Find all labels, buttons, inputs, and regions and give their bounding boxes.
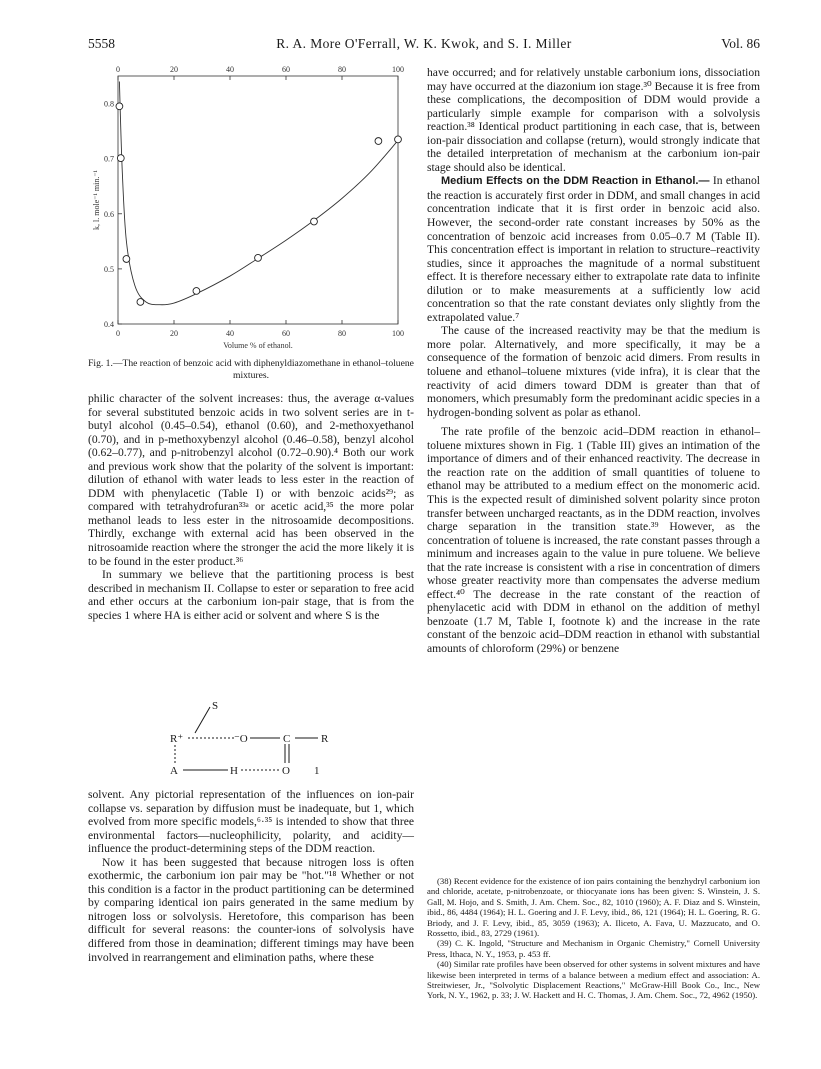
left-paragraph-3: solvent. Any pictorial representation of the influences on ion-pair collapse vs. separation by diffusion must be inadequate, but 1, which evolved from more specific models,⁶·³⁵ is intended to show that three environmental factors—nucleophilicity, polarity, and acidity—influence the product-determining steps of the DDM reaction. [88,788,414,856]
data-point [255,254,262,261]
data-point [117,155,124,162]
x-tick-label-top: 0 [116,65,120,74]
left-column-top [88,392,414,622]
atom-c: C [283,733,291,745]
y-tick-label: 0.7 [104,154,114,164]
atom-o-minus: ⁻O [234,733,248,745]
x-tick-label-top: 60 [282,65,290,74]
left-paragraph-1: philic character of the solvent increases: thus, the average α-values for several substituted benzoic acids in two solvent series are in t-butyl alcohol (0.45–0.54), ethanol (0.60), and 2-methoxyethanol (0.70), and in p-methoxybenzyl alcohol (0.46–0.58), benzyl alcohol (0.62–0.77), and p-nitrobenzyl alcohol (0.72–0.90).⁴ Both our work and previous work show that the polarity of the solvent is important: dilution of ethanol with water leads to less ester in the reaction of DDM with phenylacetic (Table I) or with benzoic acids²⁹; as compared with tetrahydrofuran³³ᵃ or acetic acid,³⁵ the more polar methanol leads to less ester in the nitrosoamide decompositions. Thirdly, exchange with external acid has been observed in the nitrosoamide reaction where the stronger the acid the more likely it is to be found in the ester product.³⁶ [88,392,414,568]
left-column-bottom [88,788,414,964]
x-tick-label-bottom: 60 [282,329,290,338]
figure-1 [88,62,414,382]
x-tick-label-bottom: 80 [338,329,346,338]
chart-svg [88,62,414,358]
bond-r-s [195,707,210,733]
atom-o: O [282,765,290,777]
atom-h: H [230,765,238,777]
atom-r-plus: R⁺ [170,733,184,745]
y-tick-label: 0.5 [104,264,114,274]
running-authors: R. A. More O'Ferrall, W. K. Kwok, and S. I. Miller [276,36,572,51]
y-tick-label: 0.8 [104,99,114,109]
x-tick-label-bottom: 100 [392,329,404,338]
data-point [123,256,130,263]
right-paragraph-3: The cause of the increased reactivity may be that the medium is more polar. Alternatively, and more specifically, it may be a consequence of the formation of benzoic acid dimers. From results in toluene and ethanol–toluene mixtures (vide infra), it is clear that the reactivity of acid dimers toward DDM is greater than that of monomers, which presumably form the predominant acidic species in a hydrogen-bonding solvent as polar as ethanol. [427,324,760,419]
section-heading: Medium Effects on the DDM Reaction in Ethanol.— [441,175,710,188]
x-tick-label-top: 80 [338,65,346,74]
right-column [427,66,760,656]
data-point [375,138,382,145]
data-point [395,136,402,143]
footnotes [427,876,760,1001]
right-paragraph-4: The rate profile of the benzoic acid–DDM reaction in ethanol–toluene mixtures shown in Fig. 1 (Table III) gives an intimation of the importance of dimers and of their enhanced reactivity. The decrease in the reaction rate on the addition of small quantities of toluene to ethanol may be attributed to a medium effect on the monomeric acid. This is the expected result of diminished solvent polarity since proton transfer between uncharged reactants, as in the DDM reaction, involves charge separation in the transition state.³⁹ However, as the concentration of toluene is increased, the rate constant passes through a minimum and increases again to the value in pure toluene. We believe that the rate increase is consistent with a rise in concentration of dimers whose greater reactivity more than compensates the adverse medium effect.⁴⁰ The decrease in the rate constant of the reaction of phenylacetic acid with DDM in ethanol on the addition of methyl benzoate (1.7 M, Table I, footnote k) and the increase in the rate constant of the benzoic acid–DDM reaction in ethanol with substantial amounts of chloroform (29%) or benzene [427,425,760,655]
x-tick-label-bottom: 40 [226,329,234,338]
y-tick-label: 0.6 [104,209,114,219]
x-tick-label-bottom: 20 [170,329,178,338]
atom-s: S [212,700,219,712]
figure-caption: Fig. 1.—The reaction of benzoic acid with diphenyldiazomethane in ethanol–toluene mixtures. [88,358,414,381]
atom-r: R [321,733,329,745]
data-point [116,103,123,110]
volume-number: Vol. 86 [721,36,760,51]
footnote-40: (40) Similar rate profiles have been observed for other systems in solvent mixtures and have likewise been interpreted in terms of a balance between a medium effect and association: A. Streitwieser, Jr., "Solvolytic Displacement Reactions," McGraw-Hill Book Co., Inc., New York, N. Y., 1962, p. 33; J. W. Hackett and H. C. Thomas, J. Am. Chem. Soc., 72, 4962 (1950). [427,959,760,1001]
footnote-38: (38) Recent evidence for the existence of ion pairs containing the benzhydryl carbonium ion and chloride, acetate, p-nitrobenzoate, or thiocyanate ions has been given: S. Winstein, J. S. Gall, M. Hojo, and S. Smith, J. Am. Chem. Soc., 82, 1010 (1960); A. F. Diaz and S. Winstein, ibid., 86, 4484 (1964); H. L. Goering and J. F. Levy, ibid., 86, 121 (1964); H. L. Goering, R. G. Briody, and J. F. Levy, ibid., 85, 3059 (1963); A. Iliceto, A. Fava, U. Mazzucato, and O. Rossetto, ibid., 83, 2729 (1961). [427,876,760,939]
structure-1 [88,695,414,781]
x-tick-label-bottom: 0 [116,329,120,338]
right-paragraph-2 [427,174,760,324]
left-paragraph-4: Now it has been suggested that because nitrogen loss is often exothermic, the carbonium ion pair may be "hot."¹⁸ Whether or not this condition is a factor in the product partitioning can be determined by comparing identical ion pairs generated in the same medium by nitrogen loss or solvolysis. Heretofore, this comparison has been difficult for several reasons: the counter-ions of solvolysis have differed from those in deamination; different timings may have been involved in rearrangement and elimination paths, where these [88,855,414,964]
y-tick-label: 0.4 [104,320,114,329]
data-point [193,288,200,295]
right-paragraph-2-text: In ethanol the reaction is accurately first order in DDM, and small changes in acid concentration indicate that it is first order in benzoic acid also. However, the second-order rate constant increases by 50% as the concentration of benzoic acid increases from 0.05–0.7 M (Table II). This concentration effect is important in relation to structure–reactivity studies, since it approaches the magnitude of a normal substituent effect. It is therefore necessary either to extrapolate rate data to infinite dilution or to make measurements at a sufficiently low acid concentration so that the rate constant deviates only slightly from the extrapolated value.⁷ [427,174,760,324]
data-point [137,299,144,306]
y-axis-label: k, l. mole⁻¹ min.⁻¹ [92,170,101,230]
data-point [311,218,318,225]
right-paragraph-1: have occurred; and for relatively unstable carbonium ions, dissociation may have occurred at the diazonium ion stage.³⁰ Because it is free from these complications, the decomposition of DDM would provide a particularly simple example for comparison with a solvolysis reaction.³⁸ Identical product partitioning in each case, that is, between ion-pair dissociation and collapse (return), would strongly indicate that the detailed interpretation of mechanism at the carbonium ion-pair stage should also be identical. [427,66,760,174]
atom-a: A [170,765,178,777]
x-tick-label-top: 100 [392,65,404,74]
page-header [88,36,760,56]
structure-diagram [88,695,414,781]
x-axis-label: Volume % of ethanol. [223,341,293,350]
left-paragraph-2: In summary we believe that the partitioning process is best described in mechanism II. Collapse to ester or separation to free acid and ether occurs at the carbonium ion-pair stage, that is from the species 1 where HA is either acid or solvent and where S is the [88,568,414,622]
fitted-curve [119,82,398,305]
plot-frame [118,76,398,324]
page-number: 5558 [88,36,115,51]
x-tick-label-top: 20 [170,65,178,74]
footnote-39: (39) C. K. Ingold, "Structure and Mechanism in Organic Chemistry," Cornell University Press, Ithaca, N. Y., 1953, p. 453 ff. [427,938,760,959]
x-tick-label-top: 40 [226,65,234,74]
compound-number: 1 [314,765,320,777]
